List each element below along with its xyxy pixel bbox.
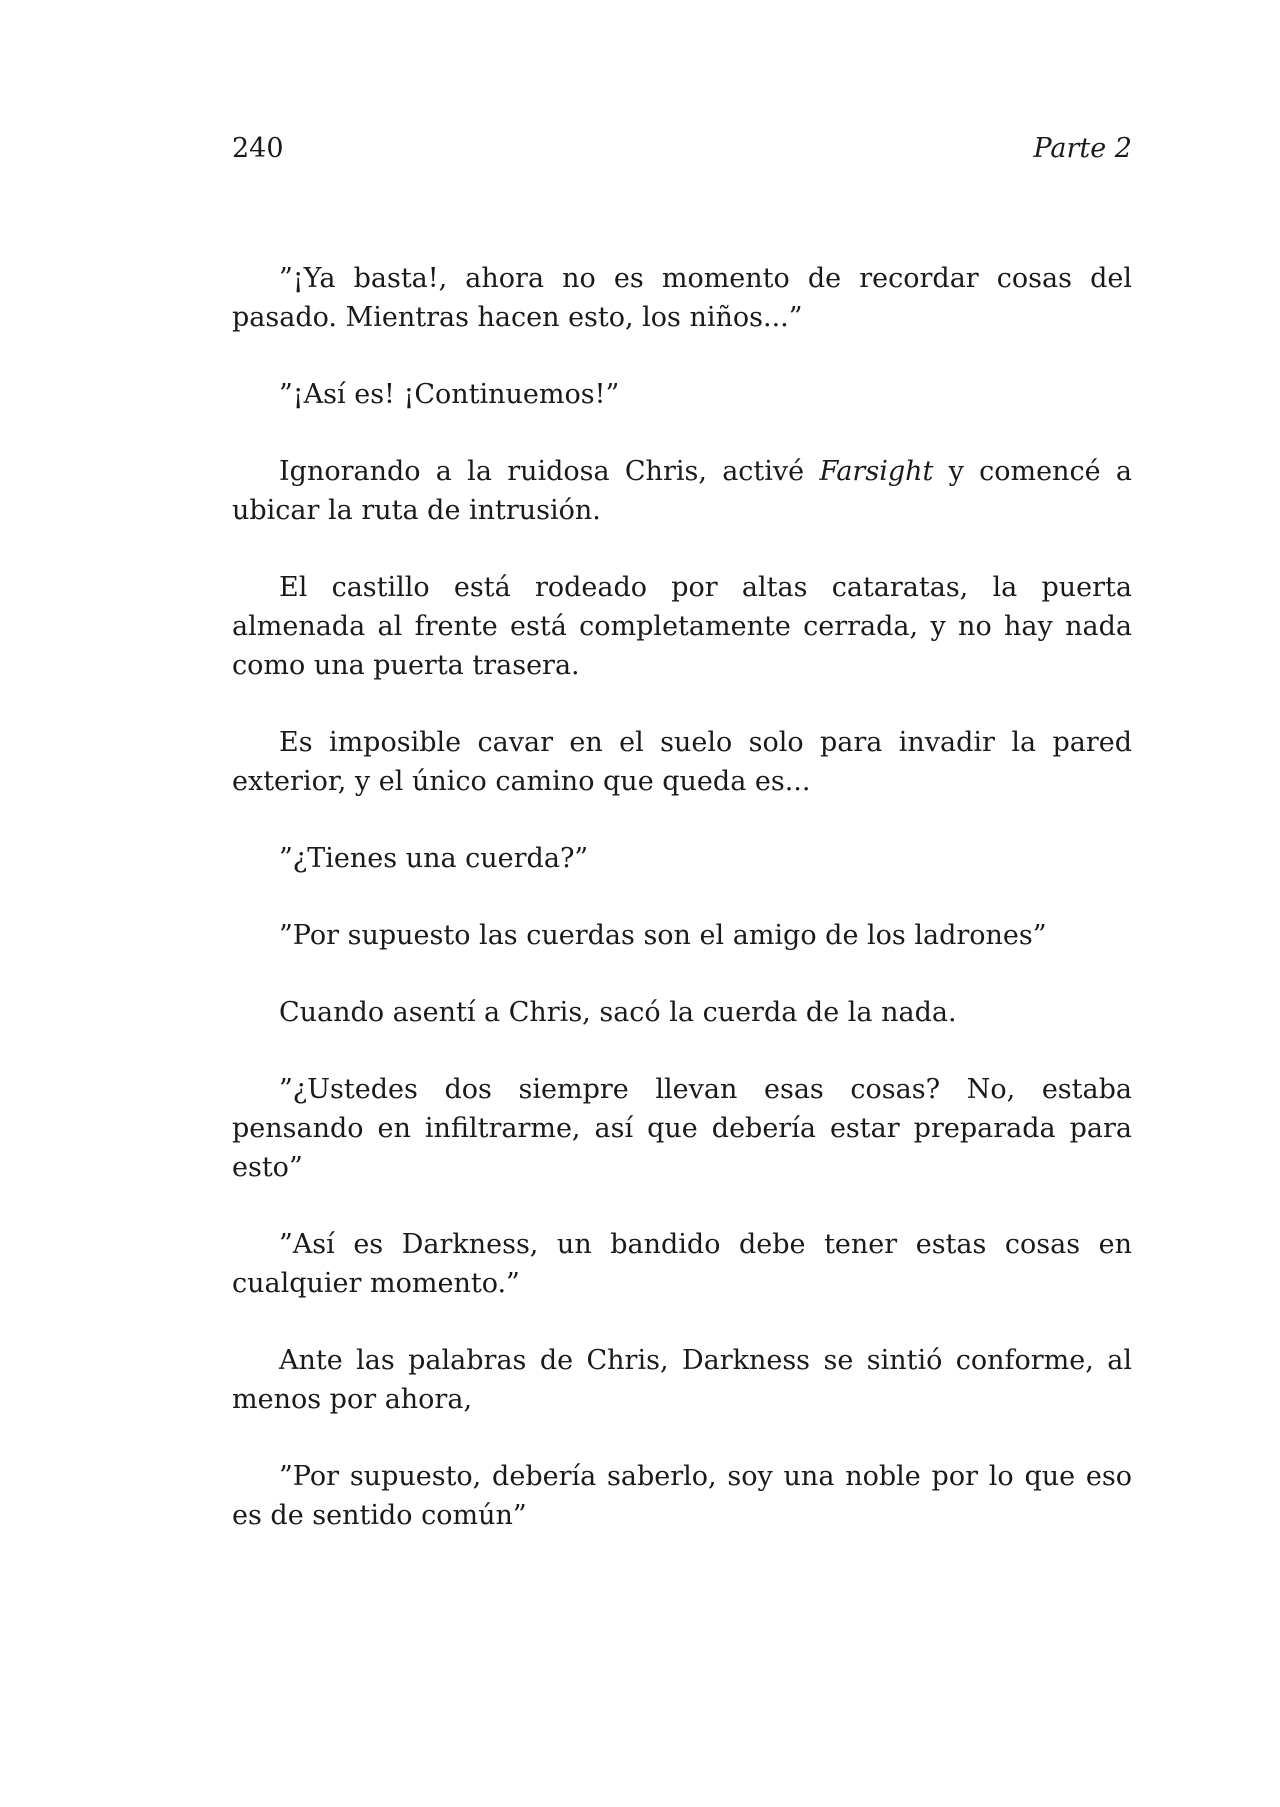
paragraph: Es imposible cavar en el suelo solo para invadir la pared exterior, y el único camino que queda es...	[232, 727, 1132, 797]
paragraph: ”¿Tienes una cuerda?”	[279, 843, 589, 874]
paragraph: ”Por supuesto, debería saberlo, soy una noble por lo que eso es de sentido común”	[232, 1461, 1132, 1531]
paragraph: Cuando asentí a Chris, sacó la cuerda de la nada.	[279, 997, 957, 1028]
paragraph	[232, 452, 1132, 530]
paragraph-text: y comencé a ubicar la ruta de intrusión.	[232, 456, 1132, 526]
emphasized-term: Farsight	[819, 456, 934, 487]
text-body	[232, 259, 1132, 1573]
running-header	[232, 130, 1132, 168]
paragraph: ”¿Ustedes dos siempre llevan esas cosas? No, estaba pensando en infiltrarme, así que debería estar preparada para esto”	[232, 1074, 1132, 1183]
paragraph: ”Así es Darkness, un bandido debe tener estas cosas en cualquier momento.”	[232, 1229, 1132, 1299]
paragraph: El castillo está rodeado por altas cataratas, la puerta almenada al frente está completamente cerrada, y no hay nada como una puerta trasera.	[232, 572, 1132, 681]
section-title: Parte 2	[1033, 133, 1132, 164]
paragraph: ”¡Ya basta!, ahora no es momento de recordar cosas del pasado. Mientras hacen esto, los niños...”	[232, 263, 1132, 333]
paragraph: ”¡Así es! ¡Continuemos!”	[279, 379, 620, 410]
paragraph: Ante las palabras de Chris, Darkness se sintió conforme, al menos por ahora,	[232, 1345, 1132, 1415]
page-number: 240	[232, 133, 284, 164]
paragraph-text: Ignorando a la ruidosa Chris, activé	[279, 456, 820, 487]
paragraph: ”Por supuesto las cuerdas son el amigo de los ladrones”	[279, 920, 1047, 951]
